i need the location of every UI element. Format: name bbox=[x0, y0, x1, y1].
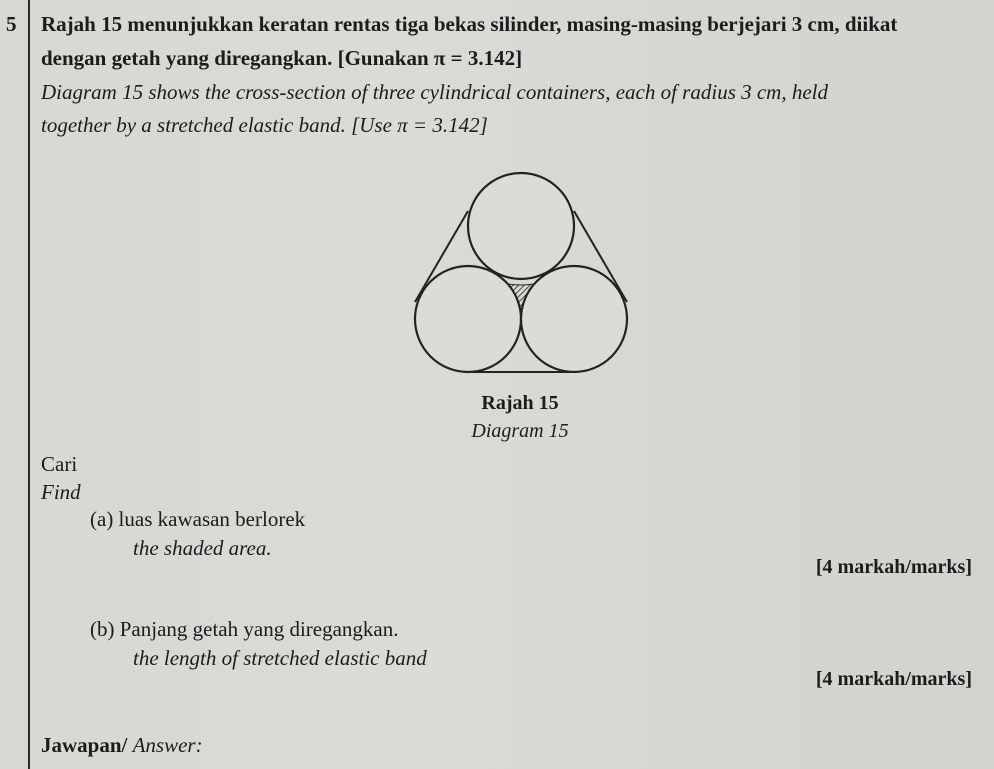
question-text-malay-1: Rajah 15 menunjukkan keratan rentas tiga bekas silinder, masing-masing berjejari 3 cm, diikat bbox=[41, 12, 898, 36]
diagram-caption-english: Diagram 15 bbox=[471, 420, 569, 442]
answer-label-malay: Jawapan/ bbox=[41, 733, 128, 757]
part-b-marks: [4 markah/marks] bbox=[815, 668, 972, 690]
find-label-malay: Cari bbox=[41, 452, 78, 476]
part-b-english: the length of stretched elastic band bbox=[133, 646, 427, 670]
question-text-english-1: Diagram 15 shows the cross-section of three cylindrical containers, each of radius 3 cm, held bbox=[41, 80, 829, 104]
question-number: 5 bbox=[6, 12, 17, 36]
diagram-caption-malay: Rajah 15 bbox=[481, 392, 559, 414]
part-b-malay: (b) Panjang getah yang diregangkan. bbox=[90, 617, 399, 641]
circle-bottom-left bbox=[415, 266, 521, 372]
three-circles-diagram bbox=[395, 165, 645, 390]
part-a-marks: [4 markah/marks] bbox=[815, 556, 972, 578]
circle-top bbox=[468, 173, 574, 279]
question-text-malay-2: dengan getah yang diregangkan. [Gunakan π = 3.142] bbox=[41, 46, 523, 70]
margin-rule bbox=[28, 0, 30, 769]
part-a-english: the shaded area. bbox=[133, 536, 272, 560]
question-text-english-2: together by a stretched elastic band. [Use π = 3.142] bbox=[41, 113, 488, 137]
find-label-english: Find bbox=[41, 480, 81, 504]
answer-label bbox=[41, 733, 203, 758]
circle-bottom-right bbox=[521, 266, 627, 372]
answer-label-english: Answer: bbox=[132, 733, 203, 757]
part-a-malay: (a) luas kawasan berlorek bbox=[90, 507, 306, 531]
